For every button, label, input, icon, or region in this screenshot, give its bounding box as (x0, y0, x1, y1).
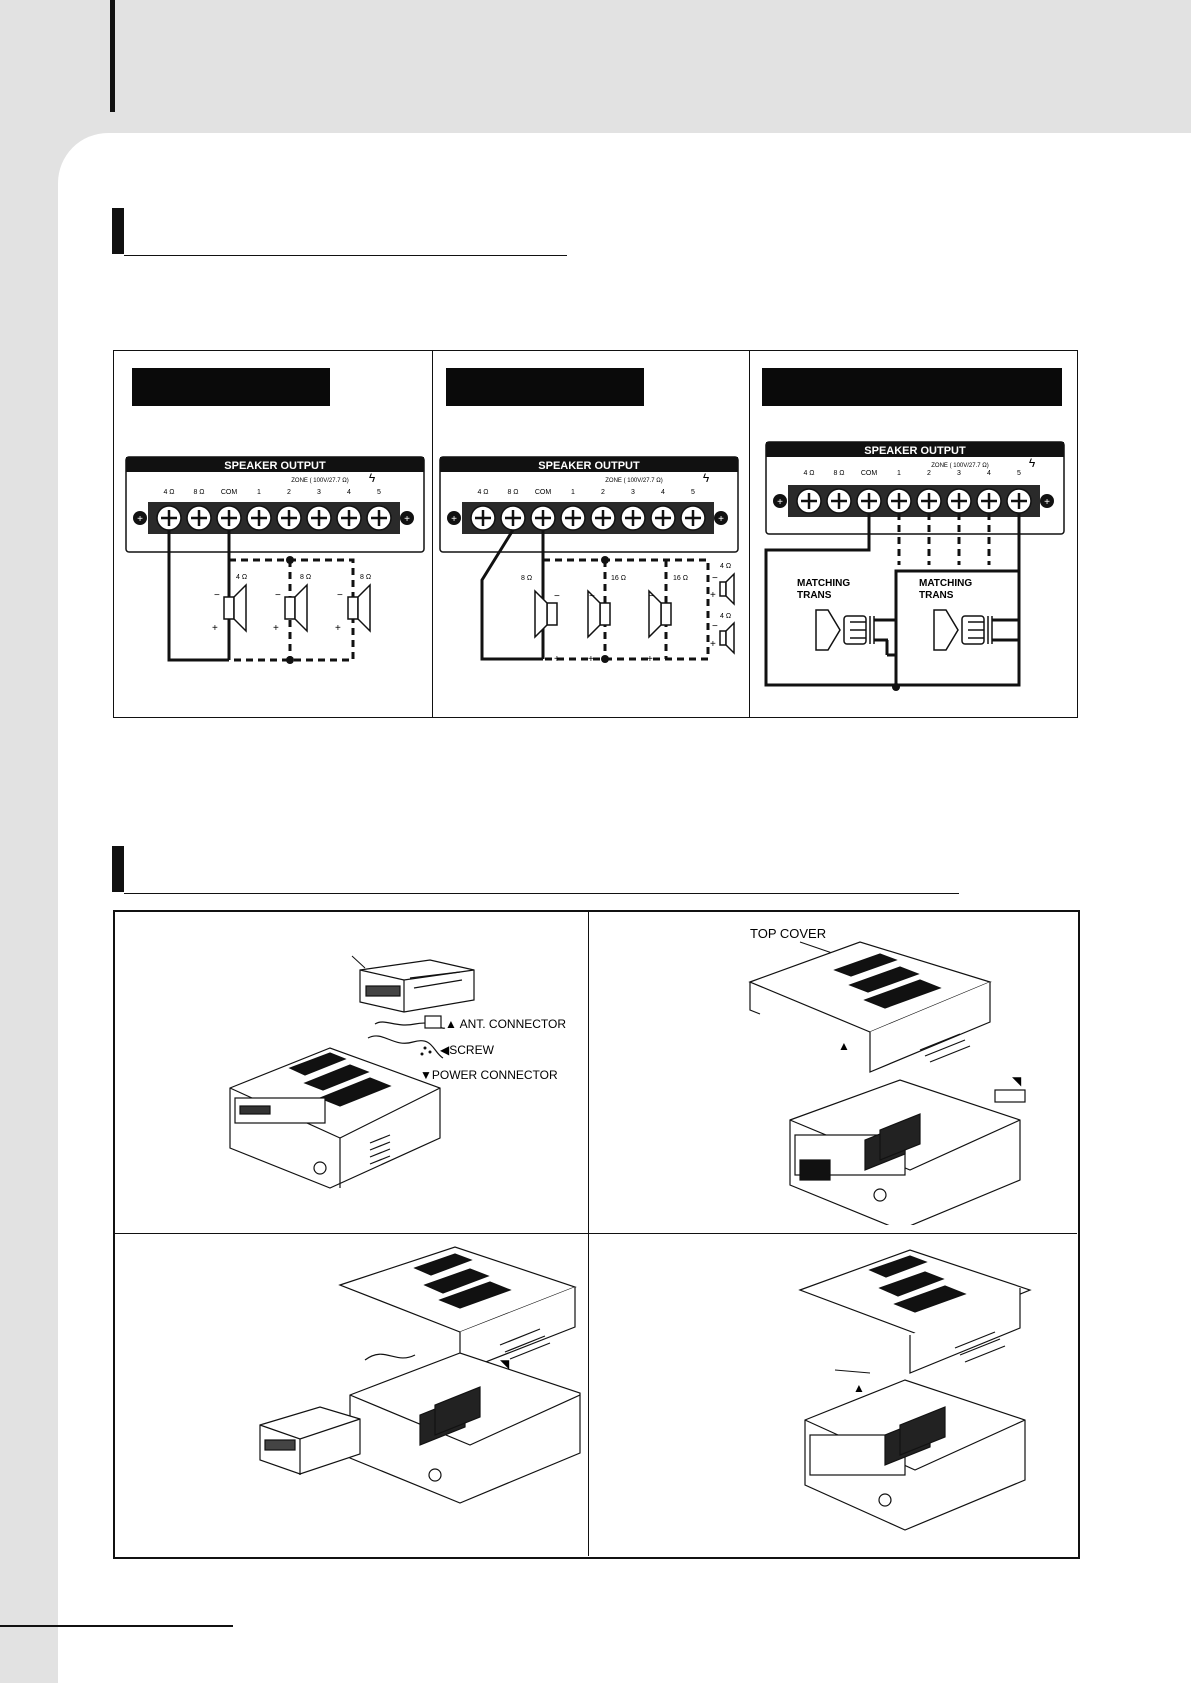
polarity-plus: + (710, 590, 716, 601)
assembly-horizontal-divider (114, 1233, 1077, 1234)
top-cover-label: TOP COVER (750, 926, 827, 941)
svg-text:+: + (1044, 497, 1050, 508)
terminal-label: 4 (987, 470, 991, 477)
assembly-step-2-figure (740, 920, 1070, 1225)
speaker-impedance-label: 4 Ω (720, 613, 732, 620)
polarity-plus: + (588, 654, 594, 665)
section-2-underline (124, 893, 959, 894)
terminal-label: 2 (601, 489, 605, 496)
matching-trans-label: MATCHING (919, 578, 973, 589)
polarity-minus: − (589, 591, 595, 602)
polarity-minus: − (649, 591, 655, 602)
section-1-marker (112, 208, 124, 254)
terminal-label: 1 (897, 470, 901, 477)
terminal-label: 5 (1017, 470, 1021, 477)
matching-trans-label: TRANS (919, 590, 954, 601)
terminal-label: 4 Ω (477, 489, 489, 496)
svg-text:+: + (137, 514, 143, 525)
panel-zone-label: ZONE ( 100V/27.7 Ω) (605, 478, 663, 484)
speaker-impedance-label: 16 Ω (673, 575, 688, 582)
speaker-impedance-label: 16 Ω (611, 575, 626, 582)
speaker-impedance-label: 4 Ω (720, 563, 732, 570)
wiring-4ohm-diagram (120, 455, 430, 675)
terminal-label: 1 (257, 489, 261, 496)
polarity-plus: + (335, 623, 341, 634)
wiring-divider-2 (749, 351, 750, 717)
panel-title: SPEAKER OUTPUT (864, 445, 966, 457)
terminal-label: COM (860, 470, 878, 477)
polarity-minus: − (554, 591, 560, 602)
assembly-step-1-figure (220, 948, 570, 1223)
speaker-output-panel (126, 457, 424, 552)
terminal-label: COM (534, 489, 552, 496)
transformer-speaker-icon (816, 610, 992, 650)
terminal-label: 8 Ω (507, 489, 519, 496)
top-cover-icon (800, 1250, 1030, 1373)
terminal-label: 3 (957, 470, 961, 477)
matching-trans-label: TRANS (797, 590, 832, 601)
header-accent-bar (110, 0, 115, 112)
open-chassis-icon (790, 1080, 1025, 1225)
speaker-output-panel (440, 457, 738, 552)
section-1-underline (124, 255, 567, 256)
polarity-plus: + (554, 654, 560, 665)
terminal-label: 5 (691, 489, 695, 496)
terminal-label: 5 (377, 489, 381, 496)
wiring-divider-1 (432, 351, 433, 717)
wiring-8ohm-diagram (436, 455, 746, 675)
wiring-4ohm-heading-block (132, 368, 330, 406)
wiring-100v-diagram (762, 440, 1072, 695)
assembly-step-3-figure (255, 1240, 585, 1550)
ant-connector-label: ▲ ANT. CONNECTOR (445, 1017, 567, 1031)
panel-title: SPEAKER OUTPUT (224, 460, 326, 472)
svg-text:+: + (777, 497, 783, 508)
section-2-marker (112, 846, 124, 892)
power-connector-label: ▼POWER CONNECTOR (420, 1068, 558, 1082)
matching-trans-label: MATCHING (797, 578, 851, 589)
speaker-impedance-label: 4 Ω (236, 574, 248, 581)
top-cover-icon (340, 1247, 575, 1372)
terminal-label: 4 Ω (803, 470, 815, 477)
terminal-label: 3 (317, 489, 321, 496)
terminal-label: 3 (631, 489, 635, 496)
wiring-8ohm-heading-block (446, 368, 644, 406)
polarity-minus: − (214, 590, 220, 601)
svg-text:+: + (451, 514, 457, 525)
footer-rule (0, 1625, 233, 1627)
panel-title: SPEAKER OUTPUT (538, 460, 640, 472)
polarity-plus: + (647, 654, 653, 665)
svg-text:+: + (718, 514, 724, 525)
arrow-down-icon: ▲ (853, 1381, 865, 1395)
screw-label: ◀SCREW (440, 1043, 494, 1057)
cable-icon (368, 1016, 445, 1058)
lightning-icon: ϟ (1028, 456, 1036, 470)
amplifier-chassis-icon (230, 1048, 440, 1188)
tuner-module-icon (260, 1407, 360, 1475)
terminal-label: COM (220, 489, 238, 496)
arrow-down-icon: ◥ (1012, 1074, 1022, 1088)
speaker-icon (224, 585, 370, 631)
terminal-label: 4 (347, 489, 351, 496)
speaker-impedance-label: 8 Ω (521, 575, 533, 582)
speaker-impedance-label: 8 Ω (360, 574, 372, 581)
lightning-icon: ϟ (702, 471, 710, 485)
polarity-minus: − (712, 573, 718, 584)
top-cover-icon (750, 942, 990, 1072)
terminal-label: 8 Ω (193, 489, 205, 496)
polarity-minus: − (712, 621, 718, 632)
lightning-icon: ϟ (368, 471, 376, 485)
polarity-plus: + (212, 623, 218, 634)
panel-zone-label: ZONE ( 100V/27.7 Ω) (931, 463, 989, 469)
terminal-label: 8 Ω (833, 470, 845, 477)
terminal-label: 2 (287, 489, 291, 496)
open-chassis-icon (350, 1353, 580, 1503)
arrow-icon: ◥ (500, 1357, 510, 1371)
assembly-step-4-figure (795, 1240, 1040, 1540)
polarity-plus: + (273, 623, 279, 634)
terminal-label: 4 Ω (163, 489, 175, 496)
wiring-100v-heading-block (762, 368, 1062, 406)
polarity-plus: + (710, 639, 716, 650)
polarity-minus: − (275, 590, 281, 601)
speaker-icon (535, 574, 734, 653)
speaker-impedance-label: 8 Ω (300, 574, 312, 581)
arrow-up-icon: ▲ (838, 1039, 850, 1053)
svg-text:+: + (404, 514, 410, 525)
panel-zone-label: ZONE ( 100V/27.7 Ω) (291, 478, 349, 484)
polarity-minus: − (337, 590, 343, 601)
terminal-label: 1 (571, 489, 575, 496)
tuner-module-icon (360, 960, 474, 1012)
terminal-label: 2 (927, 470, 931, 477)
terminal-label: 4 (661, 489, 665, 496)
chassis-icon (805, 1380, 1025, 1530)
